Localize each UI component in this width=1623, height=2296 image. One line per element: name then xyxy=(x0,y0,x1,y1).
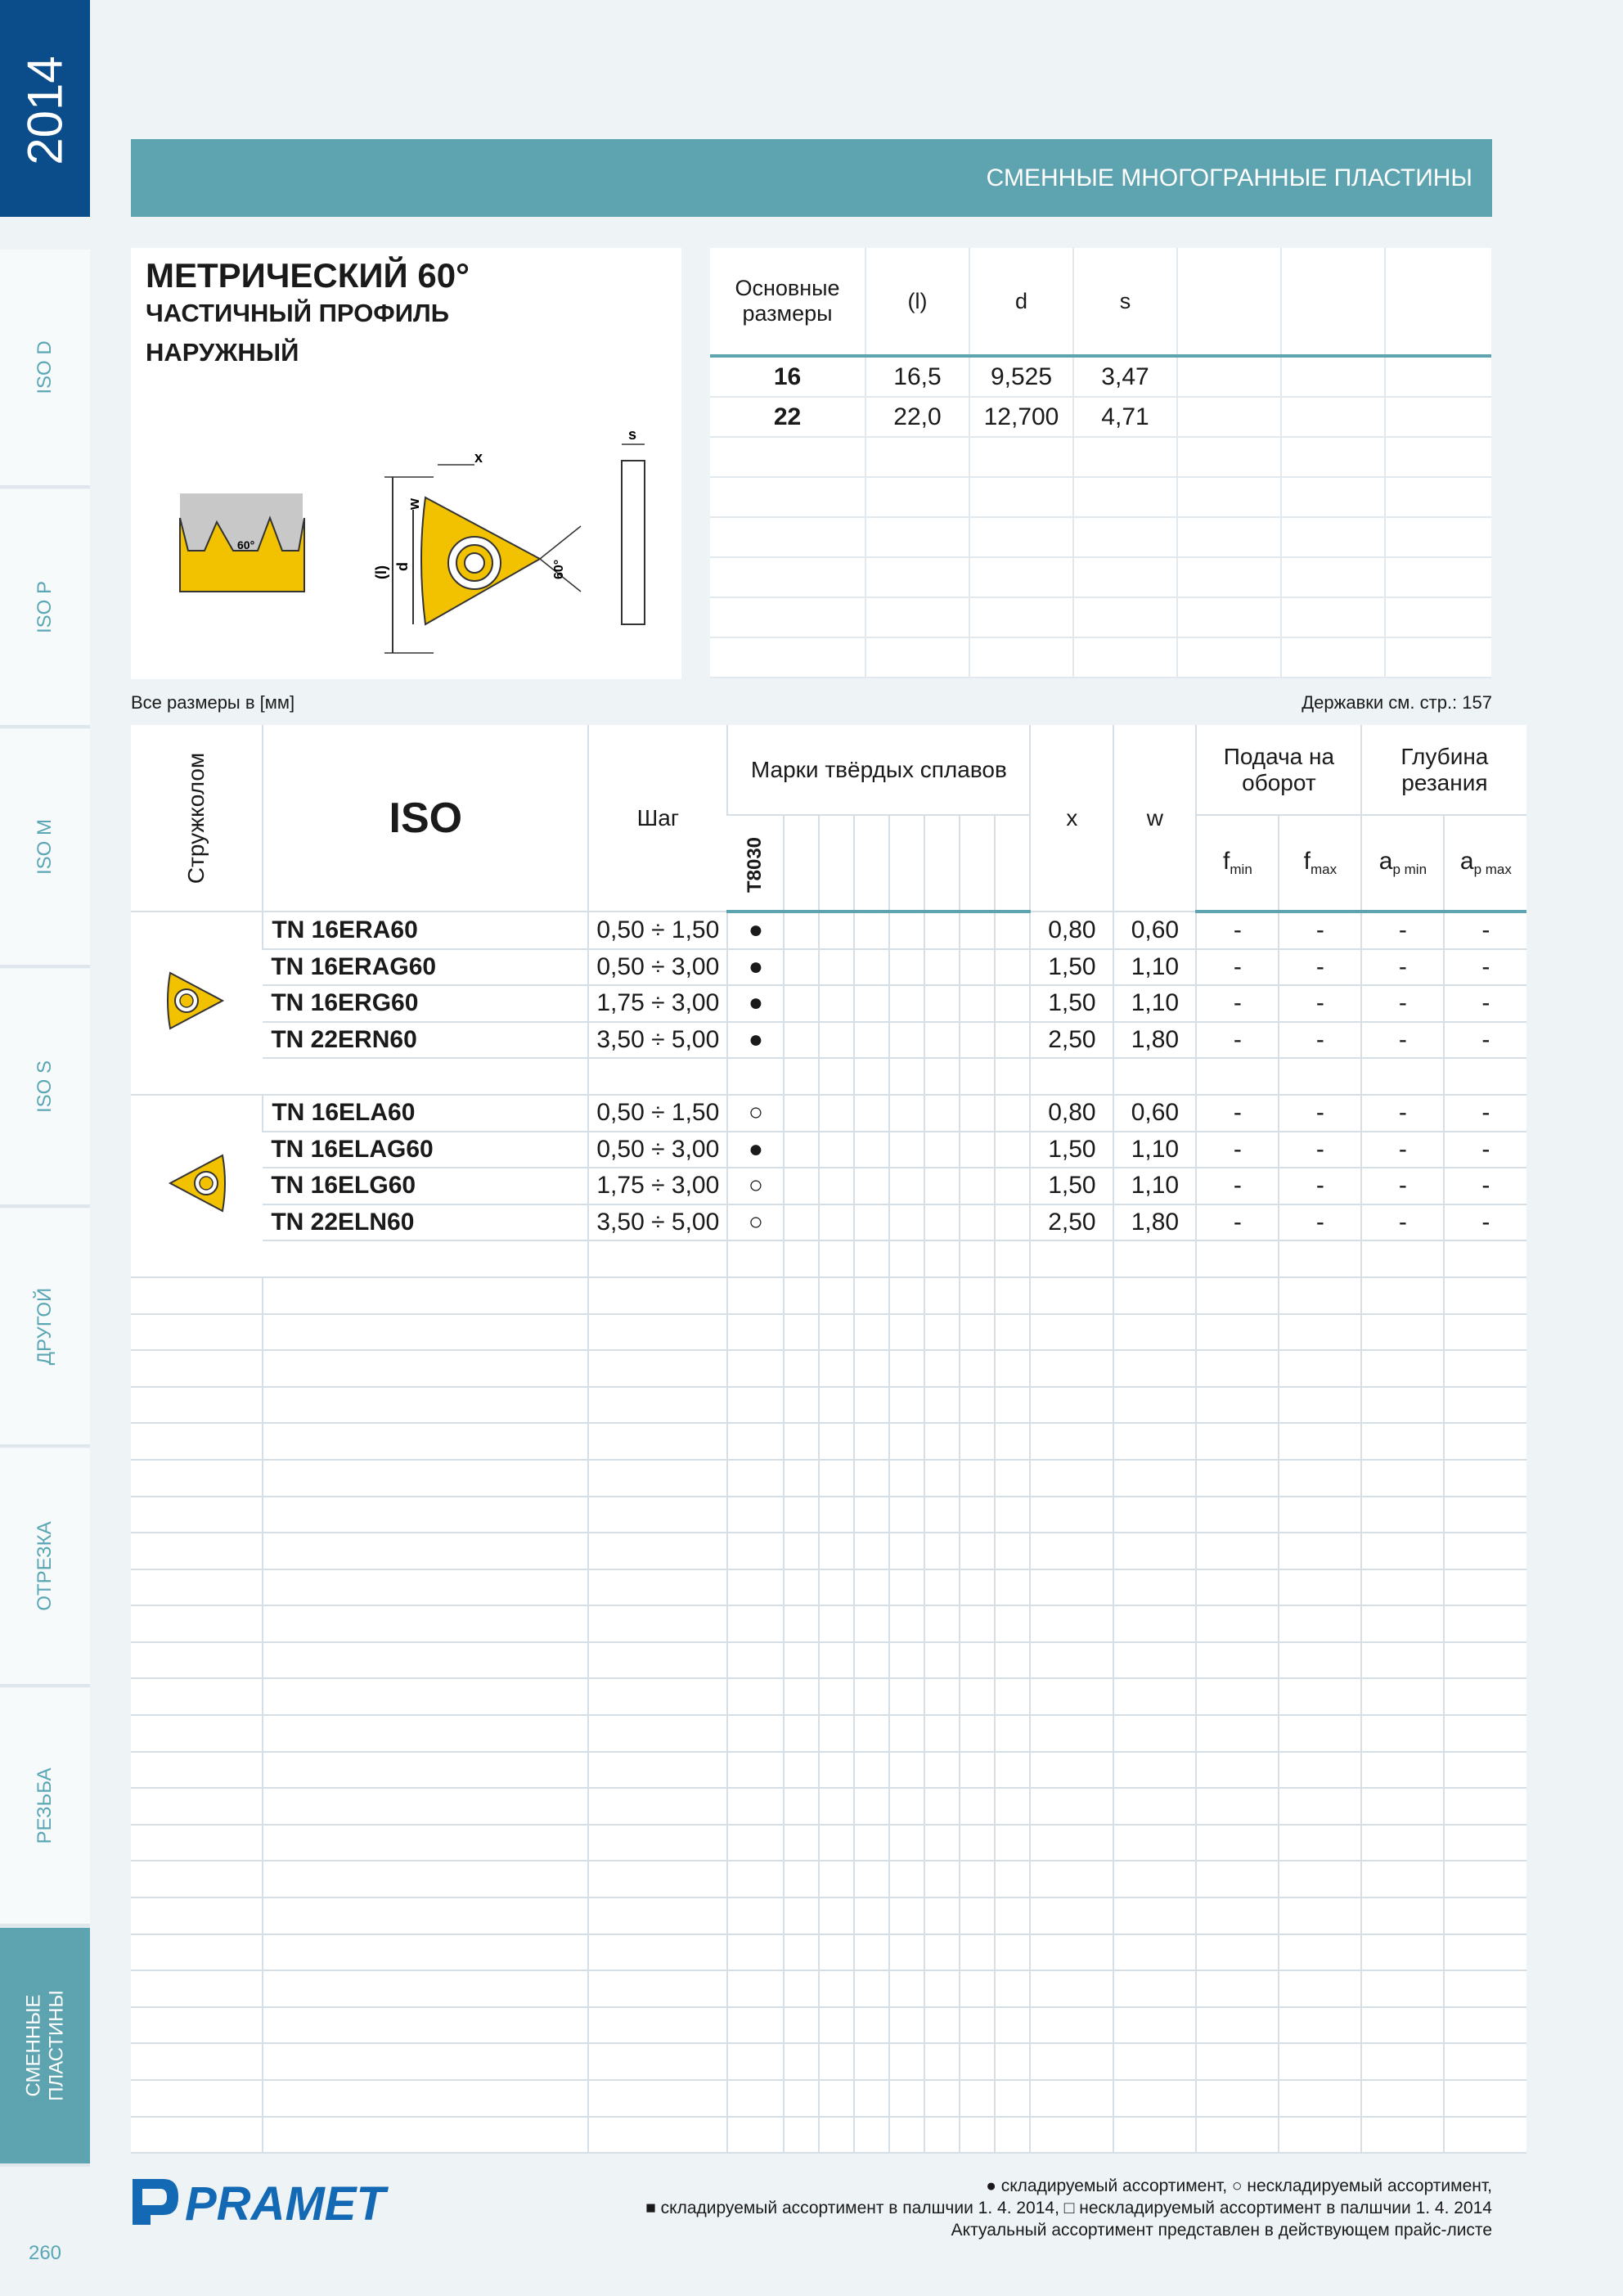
legend-line-2: ■ складируемый ассортимент в палшчии 1. 4. 2014, □ нескладируемый ассортимент в палшчии 1. 4. 2014 xyxy=(645,2199,1492,2217)
w-cell: 1,10 xyxy=(1113,1132,1196,1168)
sidebar-tab-iso-s[interactable]: ISO S xyxy=(0,969,90,1208)
pitch-cell: 0,50 ÷ 1,50 xyxy=(588,912,727,949)
header-fmin: $f_{min}$ xyxy=(1196,815,1279,912)
inserts-table xyxy=(131,725,1526,2154)
fmax-cell: - xyxy=(1279,1022,1361,1059)
dim-w-label: w xyxy=(406,497,422,510)
table-row xyxy=(131,1022,1526,1059)
sidebar-tab-iso-d[interactable]: ISO D xyxy=(0,250,90,488)
apmax-cell: - xyxy=(1444,1132,1526,1168)
empty-row xyxy=(131,2080,1526,2117)
apmax-cell: - xyxy=(1444,985,1526,1022)
x-cell: 2,50 xyxy=(1030,1022,1113,1059)
iso-code: TN 16ELA60 xyxy=(263,1095,588,1132)
header-s: s xyxy=(1073,248,1177,356)
legend xyxy=(645,2175,1492,2241)
logo-text: PRAMET xyxy=(185,2177,385,2230)
empty-row xyxy=(131,1642,1526,1679)
header-l: (l) xyxy=(865,248,969,356)
dim-l-label: (l) xyxy=(373,565,389,579)
tip-angle-label: 60° xyxy=(552,559,566,579)
pramet-logo xyxy=(131,2172,401,2230)
iso-code: TN 16ERAG60 xyxy=(263,949,588,986)
header-feed: Подача на оборот xyxy=(1196,725,1361,815)
header-fmax: $f_{max}$ xyxy=(1279,815,1361,912)
fmax-cell: - xyxy=(1279,1168,1361,1204)
year-badge xyxy=(0,0,90,217)
empty-row xyxy=(131,2007,1526,2044)
x-cell: 2,50 xyxy=(1030,1204,1113,1241)
apmin-cell: - xyxy=(1361,1204,1444,1241)
empty-row xyxy=(131,1970,1526,2007)
x-cell: 0,80 xyxy=(1030,912,1113,949)
header-basic-size: Основные размеры xyxy=(710,248,865,356)
sidebar-tab-thread[interactable]: РЕЗЬБА xyxy=(0,1688,90,1927)
pitch-cell: 0,50 ÷ 3,00 xyxy=(588,1132,727,1168)
w-cell: 0,60 xyxy=(1113,1095,1196,1132)
grade-t8030-cell: ● xyxy=(727,949,784,986)
empty-row xyxy=(131,1350,1526,1387)
chipbreaker-cell xyxy=(131,1095,263,1277)
header-iso: ISO xyxy=(263,725,588,912)
banner-title: СМЕННЫЕ МНОГОГРАННЫЕ ПЛАСТИНЫ xyxy=(986,164,1472,191)
sidebar-tab-iso-p[interactable]: ISO P xyxy=(0,489,90,728)
table-row xyxy=(131,1132,1526,1168)
header-apmax: $a_{p max}$ xyxy=(1444,815,1526,912)
header-w: w xyxy=(1113,725,1196,912)
dim-x-label: x xyxy=(474,449,483,466)
title-line-3: НАРУЖНЫЙ xyxy=(146,338,299,367)
chipbreaker-cell xyxy=(131,912,263,1095)
empty-row xyxy=(131,1314,1526,1351)
pitch-cell: 3,50 ÷ 5,00 xyxy=(588,1022,727,1059)
x-cell: 1,50 xyxy=(1030,1132,1113,1168)
fmax-cell: - xyxy=(1279,1095,1361,1132)
section-banner xyxy=(131,139,1492,217)
page-number: 260 xyxy=(28,2242,62,2264)
fmin-cell: - xyxy=(1196,912,1279,949)
pitch-cell: 3,50 ÷ 5,00 xyxy=(588,1204,727,1241)
fmin-cell: - xyxy=(1196,1022,1279,1059)
empty-row xyxy=(131,2117,1526,2154)
fmax-cell: - xyxy=(1279,1132,1361,1168)
empty-row xyxy=(131,1387,1526,1424)
empty-row xyxy=(131,1569,1526,1606)
header-grades: Марки твёрдых сплавов xyxy=(727,725,1030,815)
empty-row xyxy=(131,1788,1526,1825)
w-cell: 1,10 xyxy=(1113,949,1196,986)
w-cell: 1,80 xyxy=(1113,1204,1196,1241)
empty-row xyxy=(131,1861,1526,1898)
empty-row xyxy=(131,1934,1526,1971)
empty-row xyxy=(131,1460,1526,1497)
fmin-cell: - xyxy=(1196,1132,1279,1168)
iso-code: TN 16ERA60 xyxy=(263,912,588,949)
profile-angle-label: 60° xyxy=(237,538,255,551)
apmax-cell: - xyxy=(1444,1204,1526,1241)
fmax-cell: - xyxy=(1279,985,1361,1022)
grade-t8030-cell: ○ xyxy=(727,1095,784,1132)
dimensions-header-row xyxy=(710,248,1491,356)
iso-code: TN 16ELG60 xyxy=(263,1168,588,1204)
table-row xyxy=(131,1240,1526,1277)
sidebar-tab-partoff[interactable]: ОТРЕЗКА xyxy=(0,1448,90,1687)
insert-icon xyxy=(164,963,229,1037)
iso-code: TN 22ERN60 xyxy=(263,1022,588,1059)
empty-row xyxy=(131,1898,1526,1934)
empty-row xyxy=(131,1715,1526,1752)
fmin-cell: - xyxy=(1196,1204,1279,1241)
w-cell: 1,80 xyxy=(1113,1022,1196,1059)
table-row: 16 16,5 9,525 3,47 xyxy=(710,356,1491,397)
fmax-cell: - xyxy=(1279,949,1361,986)
pitch-cell: 0,50 ÷ 1,50 xyxy=(588,1095,727,1132)
apmin-cell: - xyxy=(1361,985,1444,1022)
apmax-cell: - xyxy=(1444,1168,1526,1204)
empty-row xyxy=(131,1752,1526,1789)
header-x: x xyxy=(1030,725,1113,912)
fmin-cell: - xyxy=(1196,1168,1279,1204)
empty-row xyxy=(131,1277,1526,1314)
header-depth: Глубина резания xyxy=(1361,725,1526,815)
iso-code: TN 22ELN60 xyxy=(263,1204,588,1241)
grade-t8030-cell: ○ xyxy=(727,1204,784,1241)
grade-t8030-cell: ● xyxy=(727,912,784,949)
iso-code: TN 16ERG60 xyxy=(263,985,588,1022)
pitch-cell: 1,75 ÷ 3,00 xyxy=(588,1168,727,1204)
grade-t8030-cell: ● xyxy=(727,1022,784,1059)
empty-row xyxy=(131,2043,1526,2080)
table-row xyxy=(131,1058,1526,1095)
year-label: 2014 xyxy=(17,56,73,165)
header-d: d xyxy=(969,248,1073,356)
empty-row xyxy=(131,1605,1526,1642)
grade-t8030-cell: ● xyxy=(727,985,784,1022)
apmax-cell: - xyxy=(1444,912,1526,949)
table-row: 22 22,0 12,700 4,71 xyxy=(710,397,1491,437)
w-cell: 1,10 xyxy=(1113,1168,1196,1204)
units-note: Все размеры в [мм] xyxy=(131,692,295,713)
empty-row xyxy=(131,1678,1526,1715)
apmin-cell: - xyxy=(1361,1022,1444,1059)
legend-line-3: Актуальный ассортимент представлен в действующем прайс-листе xyxy=(951,2221,1492,2240)
grade-t8030-cell: ○ xyxy=(727,1168,784,1204)
w-cell: 0,60 xyxy=(1113,912,1196,949)
title-box xyxy=(131,248,681,679)
empty-row xyxy=(131,1533,1526,1569)
apmin-cell: - xyxy=(1361,912,1444,949)
title-line-1: МЕТРИЧЕСКИЙ 60° xyxy=(146,256,470,295)
apmax-cell: - xyxy=(1444,949,1526,986)
apmin-cell: - xyxy=(1361,1095,1444,1132)
holders-note[interactable]: Державки см. стр.: 157 xyxy=(1302,692,1492,713)
pitch-cell: 1,75 ÷ 3,00 xyxy=(588,985,727,1022)
x-cell: 1,50 xyxy=(1030,985,1113,1022)
empty-row xyxy=(131,1497,1526,1533)
header-pitch: Шаг xyxy=(588,725,727,912)
x-cell: 0,80 xyxy=(1030,1095,1113,1132)
apmin-cell: - xyxy=(1361,1132,1444,1168)
table-row xyxy=(131,985,1526,1022)
header-chipbreaker: Стружколом xyxy=(131,725,263,912)
fmin-cell: - xyxy=(1196,985,1279,1022)
fmin-cell: - xyxy=(1196,1095,1279,1132)
empty-row xyxy=(131,1423,1526,1460)
sidebar-tab-iso-m[interactable]: ISO M xyxy=(0,729,90,968)
dimensions-table xyxy=(710,248,1491,678)
insert-drawing xyxy=(155,428,663,665)
fmax-cell: - xyxy=(1279,1204,1361,1241)
apmax-cell: - xyxy=(1444,1022,1526,1059)
dim-s-label: s xyxy=(628,428,637,443)
dim-d-label: d xyxy=(394,562,411,571)
pitch-cell: 0,50 ÷ 3,00 xyxy=(588,949,727,986)
title-line-2: ЧАСТИЧНЫЙ ПРОФИЛЬ xyxy=(146,299,450,327)
apmax-cell: - xyxy=(1444,1095,1526,1132)
empty-row xyxy=(131,1825,1526,1862)
x-cell: 1,50 xyxy=(1030,949,1113,986)
table-row xyxy=(131,949,1526,986)
apmin-cell: - xyxy=(1361,949,1444,986)
iso-code: TN 16ELAG60 xyxy=(263,1132,588,1168)
insert-icon xyxy=(164,1146,229,1219)
x-cell: 1,50 xyxy=(1030,1168,1113,1204)
table-row xyxy=(131,912,1526,949)
header-grade-t8030: T8030 xyxy=(727,815,784,912)
sidebar-tab-other[interactable]: ДРУГОЙ xyxy=(0,1209,90,1447)
header-apmin: $a_{p min}$ xyxy=(1361,815,1444,912)
legend-line-1: ● складируемый ассортимент, ○ нескладируемый ассортимент, xyxy=(986,2177,1492,2195)
apmin-cell: - xyxy=(1361,1168,1444,1204)
w-cell: 1,10 xyxy=(1113,985,1196,1022)
sidebar xyxy=(0,0,90,2296)
sidebar-tab-inserts[interactable]: СМЕННЫЕ ПЛАСТИНЫ xyxy=(0,1928,90,2167)
table-row xyxy=(131,1204,1526,1241)
fmin-cell: - xyxy=(1196,949,1279,986)
fmax-cell: - xyxy=(1279,912,1361,949)
table-row xyxy=(131,1095,1526,1132)
table-row xyxy=(131,1168,1526,1204)
grade-t8030-cell: ● xyxy=(727,1132,784,1168)
